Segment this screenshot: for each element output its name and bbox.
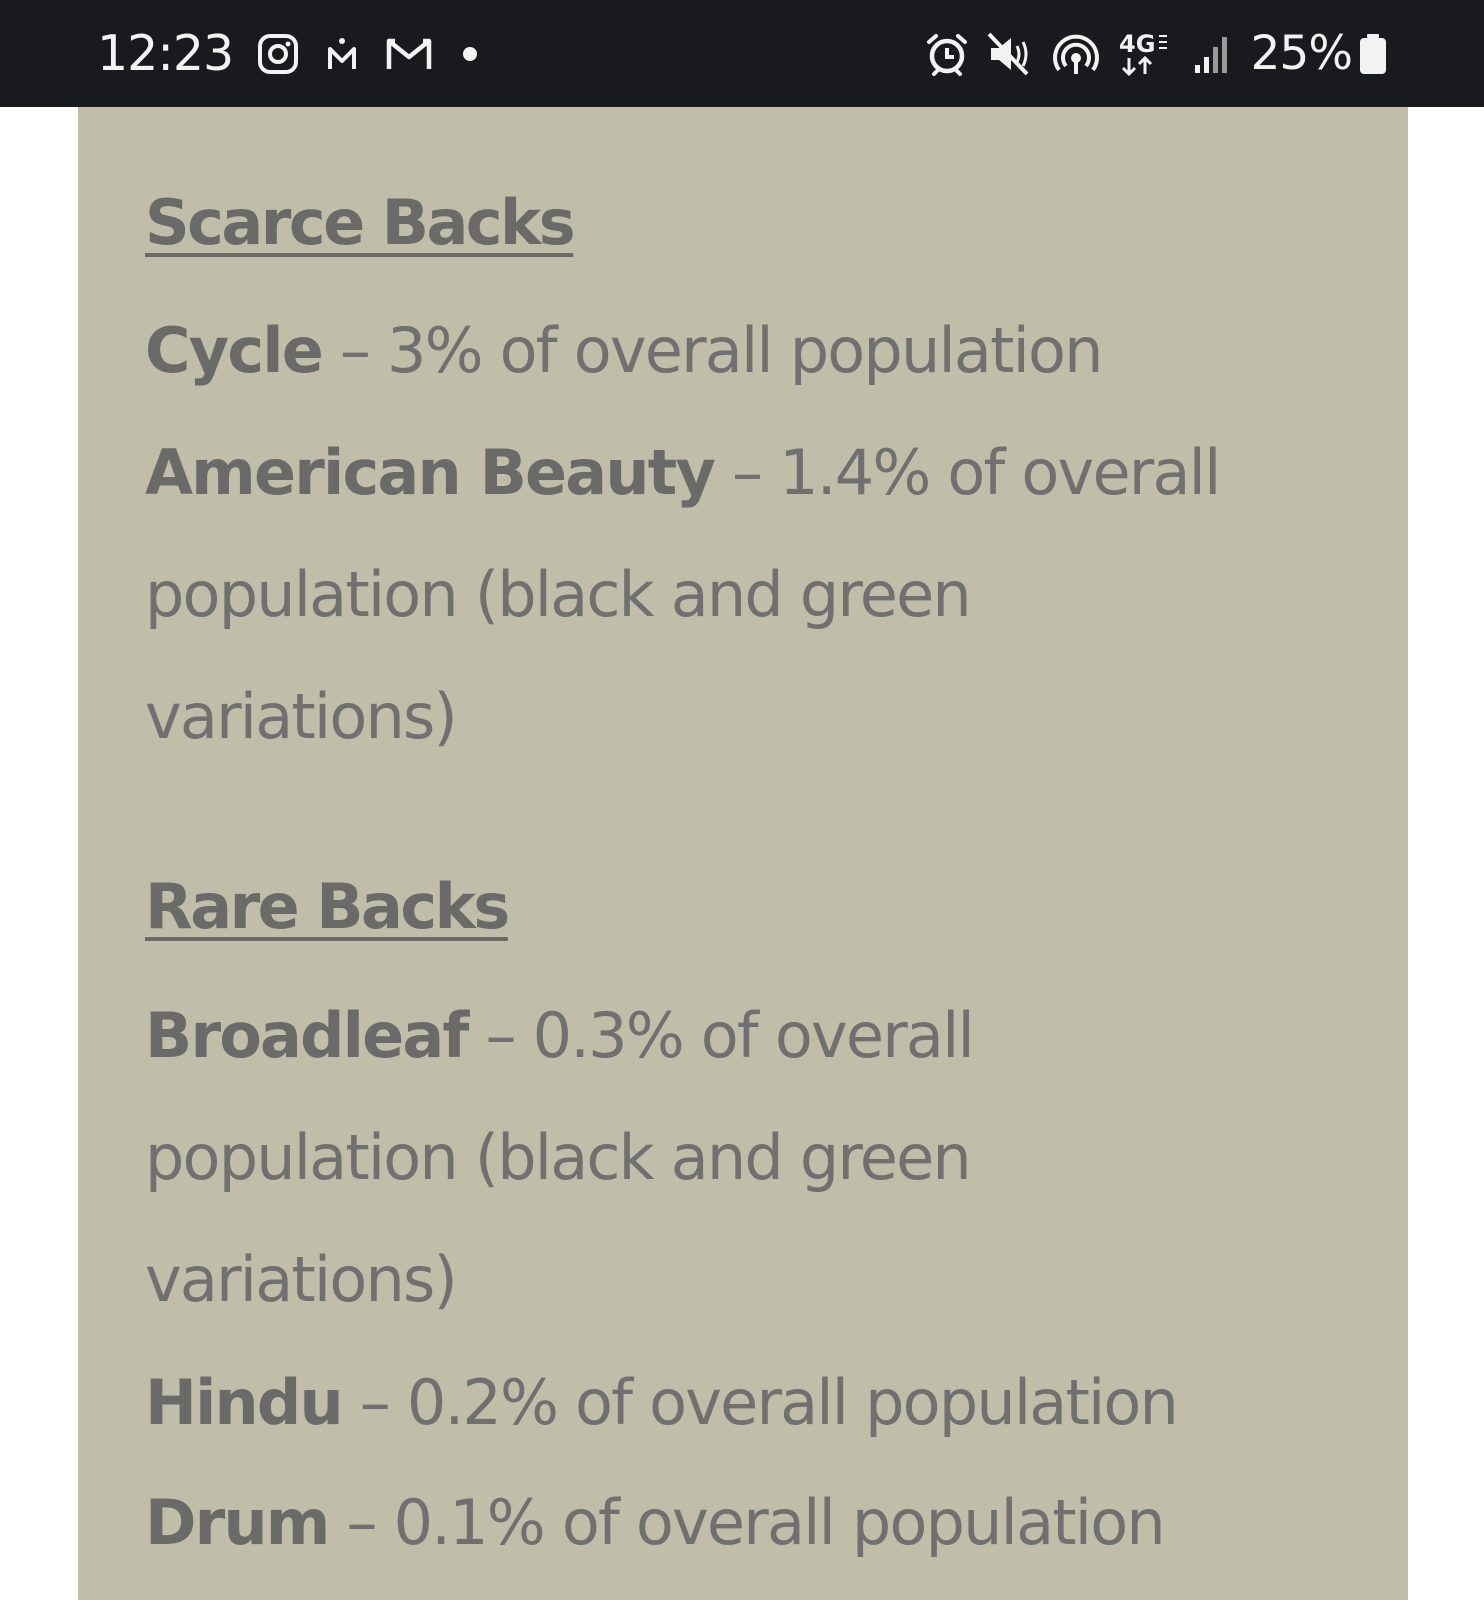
alarm-icon: [925, 32, 969, 76]
clock: 12:23: [97, 25, 234, 82]
list-item: [145, 1342, 1275, 1464]
section-heading-rare-backs: Rare Backs: [145, 870, 508, 943]
entry-text: – 1.4% of overall population (black and green variations): [145, 436, 1220, 753]
entry-name: Cycle: [145, 314, 322, 387]
status-bar: [0, 0, 1484, 107]
mute-icon: [987, 32, 1033, 76]
m-notification-icon: [327, 36, 357, 72]
entry-name: American Beauty: [145, 436, 715, 509]
signal-icon: [1193, 33, 1233, 75]
list-item: [145, 975, 1275, 1341]
entry-text: – 0.1% of overall population: [328, 1486, 1164, 1559]
entry-name: Drum: [145, 1486, 329, 1559]
gmail-icon: [385, 35, 433, 73]
battery-icon: [1358, 32, 1388, 76]
entry-name: Hindu: [145, 1366, 342, 1439]
entry-text: – 3% of overall population: [321, 314, 1102, 387]
entry-text: – 0.2% of overall population: [341, 1366, 1178, 1439]
instagram-icon: [257, 33, 299, 75]
section-heading-scarce-backs: Scarce Backs: [145, 186, 574, 259]
entry-name: Broadleaf: [145, 999, 468, 1072]
hotspot-icon: [1051, 32, 1101, 76]
svg-text:4G: 4G: [1118, 29, 1155, 58]
entry-text: – 0.3% of overall population (black and green variations): [145, 999, 973, 1316]
list-item: [145, 1462, 1275, 1584]
dot-icon: [461, 45, 479, 63]
list-item: [145, 412, 1275, 778]
status-bar-right: [907, 0, 1388, 107]
list-item: [145, 290, 1275, 412]
4g-lte-icon: [1119, 30, 1175, 78]
battery-percentage: 25%: [1250, 26, 1352, 81]
status-bar-left: [97, 0, 507, 107]
